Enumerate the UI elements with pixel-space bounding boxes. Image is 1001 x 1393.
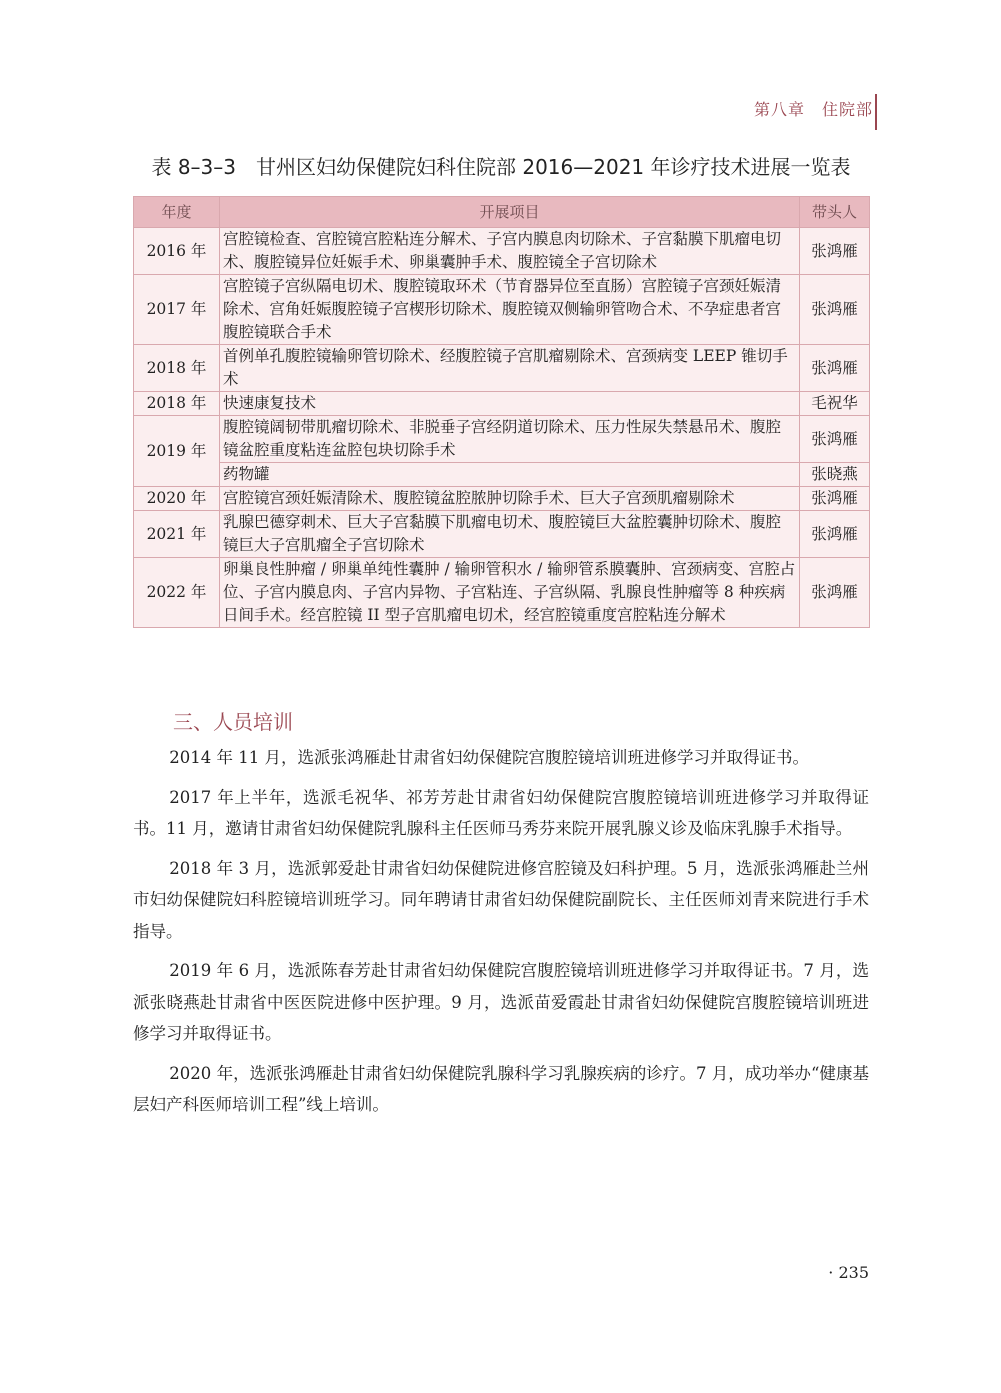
table-row <box>134 228 870 275</box>
year-cell: 2018 年 <box>134 392 220 416</box>
leader-cell: 毛祝华 <box>800 392 870 416</box>
table-row <box>134 392 870 416</box>
table-row <box>134 275 870 345</box>
table-row <box>134 416 870 463</box>
leader-cell: 张鸿雁 <box>800 275 870 345</box>
progress-table <box>133 196 870 628</box>
item-cell: 乳腺巴德穿刺术、巨大子宫黏膜下肌瘤电切术、腹腔镜巨大盆腔囊肿切除术、腹腔镜巨大子宫肌瘤全子宫切除术 <box>220 511 800 558</box>
item-cell: 宫腔镜宫颈妊娠清除术、腹腔镜盆腔脓肿切除手术、巨大子宫颈肌瘤剔除术 <box>220 487 800 511</box>
table-row <box>134 463 870 487</box>
year-cell: 2020 年 <box>134 487 220 511</box>
item-cell: 首例单孔腹腔镜输卵管切除术、经腹腔镜子宫肌瘤剔除术、宫颈病变 LEEP 锥切手术 <box>220 345 800 392</box>
leader-cell: 张鸿雁 <box>800 416 870 463</box>
year-cell: 2017 年 <box>134 275 220 345</box>
table-row <box>134 511 870 558</box>
paragraph: 2019 年 6 月，选派陈春芳赴甘肃省妇幼保健院宫腹腔镜培训班进修学习并取得证书。7 月，选派张晓燕赴甘肃省中医医院进修中医护理。9 月，选派苗爱霞赴甘肃省妇幼保健院宫腹腔镜培训班进修学习并取得证书。 <box>133 961 869 1043</box>
table-title: 表 8–3–3 甘州区妇幼保健院妇科住院部 2016—2021 年诊疗技术进展一览表 <box>151 155 851 179</box>
leader-cell: 张鸿雁 <box>800 511 870 558</box>
year-cell: 2019 年 <box>134 416 220 487</box>
leader-cell: 张鸿雁 <box>800 487 870 511</box>
item-cell: 快速康复技术 <box>220 392 800 416</box>
item-cell: 宫腔镜检查、宫腔镜宫腔粘连分解术、子宫内膜息肉切除术、子宫黏膜下肌瘤电切术、腹腔镜异位妊娠手术、卵巢囊肿手术、腹腔镜全子宫切除术 <box>220 228 800 275</box>
year-cell: 2016 年 <box>134 228 220 275</box>
leader-cell: 张晓燕 <box>800 463 870 487</box>
item-cell: 卵巢良性肿瘤 / 卵巢单纯性囊肿 / 输卵管积水 / 输卵管系膜囊肿、宫颈病变、宫腔占位、子宫内膜息肉、子宫内异物、子宫粘连、子宫纵隔、乳腺良性肿瘤等 8 种疾病日间手术。经宫腔镜 II 型子宫肌瘤电切术，经宫腔镜重度宫腔粘连分解术 <box>220 558 800 628</box>
page-number: · 235 <box>828 1263 869 1282</box>
column-header-year: 年度 <box>134 197 220 228</box>
table-row <box>134 487 870 511</box>
table-row <box>134 558 870 628</box>
paragraph: 2020 年，选派张鸿雁赴甘肃省妇幼保健院乳腺科学习乳腺疾病的诊疗。7 月，成功举办“健康基层妇产科医师培训工程”线上培训。 <box>133 1063 869 1114</box>
body-text <box>133 742 869 1129</box>
item-cell: 药物罐 <box>220 463 800 487</box>
leader-cell: 张鸿雁 <box>800 558 870 628</box>
header-divider <box>875 94 877 130</box>
paragraph: 2017 年上半年，选派毛祝华、祁芳芳赴甘肃省妇幼保健院宫腹腔镜培训班进修学习并取得证书。11 月，邀请甘肃省妇幼保健院乳腺科主任医师马秀芬来院开展乳腺义诊及临床乳腺手术指导。 <box>133 787 869 838</box>
paragraph: 2018 年 3 月，选派郭爱赴甘肃省妇幼保健院进修宫腔镜及妇科护理。5 月，选派张鸿雁赴兰州市妇幼保健院妇科腔镜培训班学习。同年聘请甘肃省妇幼保健院副院长、主任医师刘青来院进行手术指导。 <box>133 858 869 941</box>
item-cell: 腹腔镜阔韧带肌瘤切除术、非脱垂子宫经阴道切除术、压力性尿失禁悬吊术、腹腔镜盆腔重度粘连盆腔包块切除手术 <box>220 416 800 463</box>
leader-cell: 张鸿雁 <box>800 228 870 275</box>
paragraph: 2014 年 11 月，选派张鸿雁赴甘肃省妇幼保健院宫腹腔镜培训班进修学习并取得证书。 <box>169 748 810 767</box>
year-cell: 2022 年 <box>134 558 220 628</box>
table-row <box>134 345 870 392</box>
leader-cell: 张鸿雁 <box>800 345 870 392</box>
chapter-header: 第八章 住院部 <box>753 100 873 119</box>
year-cell: 2021 年 <box>134 511 220 558</box>
year-cell: 2018 年 <box>134 345 220 392</box>
section-heading: 三、人员培训 <box>173 710 293 734</box>
table-header-row <box>134 197 870 228</box>
item-cell: 宫腔镜子宫纵隔电切术、腹腔镜取环术（节育器异位至直肠）宫腔镜子宫颈妊娠清除术、宫角妊娠腹腔镜子宫楔形切除术、腹腔镜双侧输卵管吻合术、不孕症患者宫腹腔镜联合手术 <box>220 275 800 345</box>
column-header-item: 开展项目 <box>220 197 800 228</box>
column-header-leader: 带头人 <box>800 197 870 228</box>
